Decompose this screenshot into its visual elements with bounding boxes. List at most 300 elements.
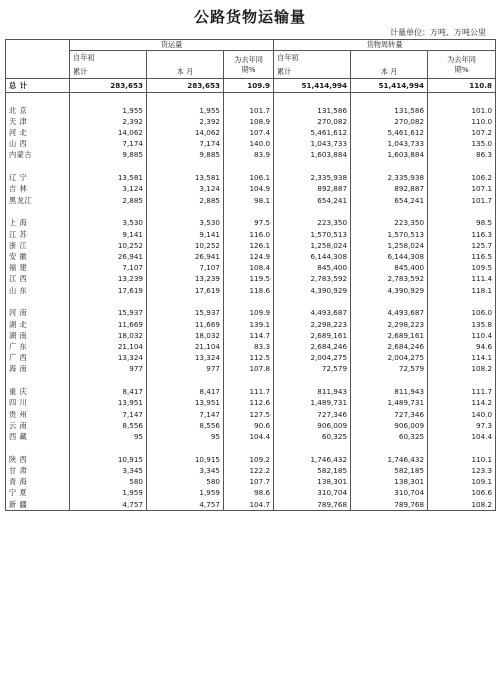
spacer-cell bbox=[224, 296, 274, 308]
turnover-cumulative-cell: 60,325 bbox=[274, 431, 351, 442]
total-volume-cumulative: 283,653 bbox=[70, 79, 147, 93]
spacer-cell bbox=[224, 93, 274, 105]
turnover-cumulative-cell: 6,144,308 bbox=[274, 251, 351, 262]
spacer-cell bbox=[147, 161, 224, 173]
turnover-yoy-cell: 107.2 bbox=[428, 127, 496, 138]
turnover-month-cell: 2,689,161 bbox=[351, 330, 428, 341]
turnover-month-cell: 582,185 bbox=[351, 465, 428, 476]
volume-month-cell: 14,062 bbox=[147, 127, 224, 138]
volume-month-cell: 3,124 bbox=[147, 183, 224, 194]
volume-cumulative-cell: 13,324 bbox=[70, 352, 147, 363]
turnover-month-cell: 4,493,687 bbox=[351, 307, 428, 318]
region-name: 甘 肃 bbox=[6, 465, 70, 476]
header-ytd-2: 自年初 bbox=[274, 51, 351, 66]
spacer-cell bbox=[147, 93, 224, 105]
unit-note: 计量单位：万吨、万吨公里 bbox=[390, 28, 486, 37]
volume-yoy-cell: 98.1 bbox=[224, 195, 274, 206]
volume-month-cell: 15,937 bbox=[147, 307, 224, 318]
group-spacer bbox=[6, 442, 496, 454]
turnover-cumulative-cell: 2,783,592 bbox=[274, 273, 351, 284]
table-row bbox=[6, 431, 496, 442]
turnover-month-cell: 270,082 bbox=[351, 116, 428, 127]
volume-yoy-cell: 124.9 bbox=[224, 251, 274, 262]
turnover-month-cell: 845,400 bbox=[351, 262, 428, 273]
turnover-cumulative-cell: 1,603,884 bbox=[274, 149, 351, 160]
spacer-cell bbox=[224, 161, 274, 173]
volume-cumulative-cell: 7,174 bbox=[70, 138, 147, 149]
turnover-yoy-cell: 97.3 bbox=[428, 420, 496, 431]
group-spacer bbox=[6, 296, 496, 308]
header-ytd-1: 自年初 bbox=[70, 51, 147, 66]
header-yoy-2 bbox=[428, 51, 496, 79]
turnover-cumulative-cell: 4,390,929 bbox=[274, 285, 351, 296]
region-name: 内蒙古 bbox=[6, 149, 70, 160]
spacer-cell bbox=[274, 375, 351, 387]
table-row bbox=[6, 341, 496, 352]
volume-cumulative-cell: 21,104 bbox=[70, 341, 147, 352]
turnover-month-cell: 72,579 bbox=[351, 363, 428, 374]
region-name: 湖 南 bbox=[6, 330, 70, 341]
volume-yoy-cell: 109.2 bbox=[224, 454, 274, 465]
total-turnover-month: 51,414,994 bbox=[351, 79, 428, 93]
region-name: 河 南 bbox=[6, 307, 70, 318]
volume-yoy-cell: 83.9 bbox=[224, 149, 274, 160]
spacer-cell bbox=[428, 161, 496, 173]
turnover-yoy-cell: 106.2 bbox=[428, 172, 496, 183]
region-name: 宁 夏 bbox=[6, 487, 70, 498]
spacer-cell bbox=[428, 442, 496, 454]
spacer-cell bbox=[70, 296, 147, 308]
volume-cumulative-cell: 9,885 bbox=[70, 149, 147, 160]
turnover-yoy-cell: 110.4 bbox=[428, 330, 496, 341]
volume-yoy-cell: 119.5 bbox=[224, 273, 274, 284]
turnover-cumulative-cell: 270,082 bbox=[274, 116, 351, 127]
turnover-yoy-cell: 123.3 bbox=[428, 465, 496, 476]
table-row bbox=[6, 262, 496, 273]
volume-month-cell: 9,885 bbox=[147, 149, 224, 160]
turnover-month-cell: 310,704 bbox=[351, 487, 428, 498]
turnover-yoy-cell: 116.3 bbox=[428, 229, 496, 240]
turnover-cumulative-cell: 2,004,275 bbox=[274, 352, 351, 363]
table-row bbox=[6, 183, 496, 194]
header-yoy-1-line2: 期% bbox=[241, 64, 256, 74]
turnover-yoy-cell: 116.5 bbox=[428, 251, 496, 262]
turnover-month-cell: 892,887 bbox=[351, 183, 428, 194]
turnover-yoy-cell: 106.0 bbox=[428, 307, 496, 318]
volume-cumulative-cell: 9,141 bbox=[70, 229, 147, 240]
turnover-cumulative-cell: 2,689,161 bbox=[274, 330, 351, 341]
header-turnover: 货物周转量 bbox=[274, 40, 496, 51]
volume-cumulative-cell: 1,959 bbox=[70, 487, 147, 498]
freight-table bbox=[5, 39, 496, 511]
region-name: 云 南 bbox=[6, 420, 70, 431]
volume-month-cell: 7,174 bbox=[147, 138, 224, 149]
group-spacer bbox=[6, 161, 496, 173]
volume-yoy-cell: 112.5 bbox=[224, 352, 274, 363]
turnover-yoy-cell: 114.2 bbox=[428, 397, 496, 408]
spacer-cell bbox=[6, 296, 70, 308]
region-name: 江 苏 bbox=[6, 229, 70, 240]
region-name: 浙 江 bbox=[6, 240, 70, 251]
turnover-yoy-cell: 125.7 bbox=[428, 240, 496, 251]
total-turnover-cumulative: 51,414,994 bbox=[274, 79, 351, 93]
volume-yoy-cell: 107.7 bbox=[224, 476, 274, 487]
turnover-cumulative-cell: 727,346 bbox=[274, 409, 351, 420]
volume-month-cell: 13,324 bbox=[147, 352, 224, 363]
table-row bbox=[6, 240, 496, 251]
region-name: 陕 西 bbox=[6, 454, 70, 465]
table-row bbox=[6, 409, 496, 420]
table-row bbox=[6, 127, 496, 138]
volume-month-cell: 3,345 bbox=[147, 465, 224, 476]
header-yoy-2-line1: 为去年同 bbox=[447, 54, 476, 64]
turnover-yoy-cell: 86.3 bbox=[428, 149, 496, 160]
turnover-cumulative-cell: 2,335,938 bbox=[274, 172, 351, 183]
spacer-cell bbox=[428, 375, 496, 387]
spacer-cell bbox=[274, 93, 351, 105]
volume-month-cell: 7,107 bbox=[147, 262, 224, 273]
table-row bbox=[6, 307, 496, 318]
region-name: 西 藏 bbox=[6, 431, 70, 442]
spacer-cell bbox=[274, 296, 351, 308]
volume-month-cell: 13,581 bbox=[147, 172, 224, 183]
region-name: 黑龙江 bbox=[6, 195, 70, 206]
turnover-cumulative-cell: 72,579 bbox=[274, 363, 351, 374]
table-row bbox=[6, 330, 496, 341]
region-name: 四 川 bbox=[6, 397, 70, 408]
volume-yoy-cell: 106.1 bbox=[224, 172, 274, 183]
spacer-cell bbox=[70, 442, 147, 454]
region-name: 天 津 bbox=[6, 116, 70, 127]
turnover-cumulative-cell: 892,887 bbox=[274, 183, 351, 194]
header-freight-volume: 货运量 bbox=[70, 40, 274, 51]
header-yoy-2-line2: 期% bbox=[454, 64, 469, 74]
volume-yoy-cell: 101.7 bbox=[224, 105, 274, 116]
spacer-cell bbox=[224, 442, 274, 454]
volume-cumulative-cell: 8,556 bbox=[70, 420, 147, 431]
region-name: 广 东 bbox=[6, 341, 70, 352]
volume-month-cell: 10,915 bbox=[147, 454, 224, 465]
region-name: 江 西 bbox=[6, 273, 70, 284]
region-name: 辽 宁 bbox=[6, 172, 70, 183]
table-row bbox=[6, 386, 496, 397]
volume-month-cell: 9,141 bbox=[147, 229, 224, 240]
turnover-yoy-cell: 101.0 bbox=[428, 105, 496, 116]
volume-yoy-cell: 107.4 bbox=[224, 127, 274, 138]
region-name: 湖 北 bbox=[6, 319, 70, 330]
table-row bbox=[6, 487, 496, 498]
region-name: 河 北 bbox=[6, 127, 70, 138]
spacer-cell bbox=[6, 442, 70, 454]
volume-yoy-cell: 98.6 bbox=[224, 487, 274, 498]
turnover-yoy-cell: 110.1 bbox=[428, 454, 496, 465]
turnover-yoy-cell: 110.0 bbox=[428, 116, 496, 127]
spacer-cell bbox=[147, 375, 224, 387]
total-turnover-yoy: 110.8 bbox=[428, 79, 496, 93]
spacer-cell bbox=[224, 206, 274, 218]
region-name: 上 海 bbox=[6, 217, 70, 228]
volume-yoy-cell: 97.5 bbox=[224, 217, 274, 228]
turnover-yoy-cell: 108.2 bbox=[428, 499, 496, 511]
header-this-month-2: 本 月 bbox=[351, 65, 428, 79]
turnover-yoy-cell: 106.6 bbox=[428, 487, 496, 498]
table-row bbox=[6, 352, 496, 363]
volume-yoy-cell: 114.7 bbox=[224, 330, 274, 341]
volume-cumulative-cell: 10,915 bbox=[70, 454, 147, 465]
volume-month-cell: 95 bbox=[147, 431, 224, 442]
turnover-month-cell: 1,043,733 bbox=[351, 138, 428, 149]
turnover-yoy-cell: 109.5 bbox=[428, 262, 496, 273]
turnover-cumulative-cell: 789,768 bbox=[274, 499, 351, 511]
volume-yoy-cell: 118.6 bbox=[224, 285, 274, 296]
volume-month-cell: 1,955 bbox=[147, 105, 224, 116]
volume-month-cell: 2,392 bbox=[147, 116, 224, 127]
volume-month-cell: 13,951 bbox=[147, 397, 224, 408]
volume-month-cell: 13,239 bbox=[147, 273, 224, 284]
turnover-yoy-cell: 135.0 bbox=[428, 138, 496, 149]
volume-yoy-cell: 139.1 bbox=[224, 319, 274, 330]
volume-cumulative-cell: 13,239 bbox=[70, 273, 147, 284]
region-name: 福 建 bbox=[6, 262, 70, 273]
volume-cumulative-cell: 1,955 bbox=[70, 105, 147, 116]
volume-cumulative-cell: 8,417 bbox=[70, 386, 147, 397]
table-row bbox=[6, 420, 496, 431]
turnover-yoy-cell: 114.1 bbox=[428, 352, 496, 363]
table-row bbox=[6, 217, 496, 228]
page-title: 公路货物运输量 bbox=[193, 8, 306, 26]
volume-cumulative-cell: 15,937 bbox=[70, 307, 147, 318]
turnover-cumulative-cell: 310,704 bbox=[274, 487, 351, 498]
volume-month-cell: 10,252 bbox=[147, 240, 224, 251]
turnover-month-cell: 789,768 bbox=[351, 499, 428, 511]
volume-yoy-cell: 126.1 bbox=[224, 240, 274, 251]
header-region-cell bbox=[6, 40, 70, 79]
volume-cumulative-cell: 3,124 bbox=[70, 183, 147, 194]
turnover-cumulative-cell: 138,301 bbox=[274, 476, 351, 487]
turnover-month-cell: 4,390,929 bbox=[351, 285, 428, 296]
spacer-cell bbox=[428, 296, 496, 308]
volume-month-cell: 4,757 bbox=[147, 499, 224, 511]
volume-yoy-cell: 107.8 bbox=[224, 363, 274, 374]
spacer-cell bbox=[274, 442, 351, 454]
turnover-yoy-cell: 101.7 bbox=[428, 195, 496, 206]
spacer-cell bbox=[70, 206, 147, 218]
turnover-month-cell: 138,301 bbox=[351, 476, 428, 487]
table-row bbox=[6, 229, 496, 240]
volume-yoy-cell: 104.7 bbox=[224, 499, 274, 511]
volume-yoy-cell: 90.6 bbox=[224, 420, 274, 431]
region-name: 青 海 bbox=[6, 476, 70, 487]
turnover-cumulative-cell: 1,570,513 bbox=[274, 229, 351, 240]
table-row bbox=[6, 465, 496, 476]
turnover-month-cell: 2,004,275 bbox=[351, 352, 428, 363]
volume-yoy-cell: 127.5 bbox=[224, 409, 274, 420]
turnover-yoy-cell: 111.7 bbox=[428, 386, 496, 397]
turnover-month-cell: 1,489,731 bbox=[351, 397, 428, 408]
region-name: 安 徽 bbox=[6, 251, 70, 262]
region-name: 广 西 bbox=[6, 352, 70, 363]
turnover-yoy-cell: 140.0 bbox=[428, 409, 496, 420]
table-row bbox=[6, 172, 496, 183]
volume-yoy-cell: 104.4 bbox=[224, 431, 274, 442]
header-blank-1 bbox=[147, 51, 224, 66]
volume-yoy-cell: 108.4 bbox=[224, 262, 274, 273]
volume-cumulative-cell: 26,941 bbox=[70, 251, 147, 262]
spacer-cell bbox=[351, 296, 428, 308]
turnover-month-cell: 2,783,592 bbox=[351, 273, 428, 284]
volume-cumulative-cell: 7,107 bbox=[70, 262, 147, 273]
group-spacer bbox=[6, 375, 496, 387]
turnover-cumulative-cell: 811,943 bbox=[274, 386, 351, 397]
header-yoy-1-line1: 为去年同 bbox=[234, 54, 263, 64]
table-row bbox=[6, 397, 496, 408]
volume-cumulative-cell: 14,062 bbox=[70, 127, 147, 138]
turnover-month-cell: 223,350 bbox=[351, 217, 428, 228]
volume-yoy-cell: 116.0 bbox=[224, 229, 274, 240]
volume-cumulative-cell: 4,757 bbox=[70, 499, 147, 511]
turnover-cumulative-cell: 906,009 bbox=[274, 420, 351, 431]
group-spacer bbox=[6, 206, 496, 218]
spacer-cell bbox=[147, 296, 224, 308]
header-cumulative-1: 累计 bbox=[70, 65, 147, 79]
turnover-month-cell: 1,603,884 bbox=[351, 149, 428, 160]
table-row bbox=[6, 363, 496, 374]
table-row bbox=[6, 476, 496, 487]
header-yoy-1 bbox=[224, 51, 274, 79]
turnover-month-cell: 906,009 bbox=[351, 420, 428, 431]
volume-yoy-cell: 111.7 bbox=[224, 386, 274, 397]
spacer-cell bbox=[351, 442, 428, 454]
turnover-cumulative-cell: 131,586 bbox=[274, 105, 351, 116]
spacer-cell bbox=[351, 93, 428, 105]
turnover-cumulative-cell: 223,350 bbox=[274, 217, 351, 228]
region-name: 北 京 bbox=[6, 105, 70, 116]
turnover-month-cell: 811,943 bbox=[351, 386, 428, 397]
turnover-cumulative-cell: 1,746,432 bbox=[274, 454, 351, 465]
volume-cumulative-cell: 580 bbox=[70, 476, 147, 487]
turnover-month-cell: 2,335,938 bbox=[351, 172, 428, 183]
table-row bbox=[6, 273, 496, 284]
spacer-cell bbox=[351, 161, 428, 173]
table-row bbox=[6, 149, 496, 160]
volume-month-cell: 2,885 bbox=[147, 195, 224, 206]
header-this-month-1: 本 月 bbox=[147, 65, 224, 79]
turnover-month-cell: 5,461,612 bbox=[351, 127, 428, 138]
turnover-yoy-cell: 118.1 bbox=[428, 285, 496, 296]
volume-cumulative-cell: 18,032 bbox=[70, 330, 147, 341]
volume-cumulative-cell: 13,951 bbox=[70, 397, 147, 408]
turnover-cumulative-cell: 845,400 bbox=[274, 262, 351, 273]
turnover-yoy-cell: 111.4 bbox=[428, 273, 496, 284]
table-row bbox=[6, 454, 496, 465]
turnover-cumulative-cell: 582,185 bbox=[274, 465, 351, 476]
turnover-yoy-cell: 94.6 bbox=[428, 341, 496, 352]
volume-cumulative-cell: 11,669 bbox=[70, 319, 147, 330]
turnover-yoy-cell: 104.4 bbox=[428, 431, 496, 442]
turnover-cumulative-cell: 654,241 bbox=[274, 195, 351, 206]
volume-yoy-cell: 83.3 bbox=[224, 341, 274, 352]
volume-month-cell: 17,619 bbox=[147, 285, 224, 296]
table-header bbox=[6, 40, 496, 79]
region-name: 新 疆 bbox=[6, 499, 70, 511]
spacer-cell bbox=[147, 206, 224, 218]
turnover-month-cell: 1,746,432 bbox=[351, 454, 428, 465]
volume-yoy-cell: 104.9 bbox=[224, 183, 274, 194]
volume-yoy-cell: 122.2 bbox=[224, 465, 274, 476]
volume-month-cell: 8,417 bbox=[147, 386, 224, 397]
region-name: 山 西 bbox=[6, 138, 70, 149]
turnover-yoy-cell: 135.8 bbox=[428, 319, 496, 330]
volume-cumulative-cell: 10,252 bbox=[70, 240, 147, 251]
volume-month-cell: 977 bbox=[147, 363, 224, 374]
turnover-cumulative-cell: 5,461,612 bbox=[274, 127, 351, 138]
volume-month-cell: 580 bbox=[147, 476, 224, 487]
table-row bbox=[6, 499, 496, 511]
region-name: 贵 州 bbox=[6, 409, 70, 420]
volume-yoy-cell: 109.9 bbox=[224, 307, 274, 318]
total-row bbox=[6, 79, 496, 93]
spacer-cell bbox=[351, 206, 428, 218]
table-row bbox=[6, 138, 496, 149]
region-name: 吉 林 bbox=[6, 183, 70, 194]
volume-cumulative-cell: 977 bbox=[70, 363, 147, 374]
group-spacer bbox=[6, 93, 496, 105]
table-body bbox=[6, 79, 496, 511]
volume-month-cell: 21,104 bbox=[147, 341, 224, 352]
volume-cumulative-cell: 95 bbox=[70, 431, 147, 442]
volume-month-cell: 18,032 bbox=[147, 330, 224, 341]
header-cumulative-2: 累计 bbox=[274, 65, 351, 79]
spacer-cell bbox=[428, 93, 496, 105]
spacer-cell bbox=[274, 206, 351, 218]
volume-cumulative-cell: 3,345 bbox=[70, 465, 147, 476]
volume-cumulative-cell: 17,619 bbox=[70, 285, 147, 296]
volume-yoy-cell: 108.9 bbox=[224, 116, 274, 127]
spacer-cell bbox=[6, 206, 70, 218]
turnover-yoy-cell: 108.2 bbox=[428, 363, 496, 374]
table-row bbox=[6, 285, 496, 296]
turnover-month-cell: 1,570,513 bbox=[351, 229, 428, 240]
turnover-cumulative-cell: 1,489,731 bbox=[274, 397, 351, 408]
volume-cumulative-cell: 7,147 bbox=[70, 409, 147, 420]
total-volume-month: 283,653 bbox=[147, 79, 224, 93]
volume-month-cell: 3,530 bbox=[147, 217, 224, 228]
volume-month-cell: 7,147 bbox=[147, 409, 224, 420]
table-row bbox=[6, 319, 496, 330]
turnover-month-cell: 6,144,308 bbox=[351, 251, 428, 262]
spacer-cell bbox=[6, 375, 70, 387]
header-blank-2 bbox=[351, 51, 428, 66]
volume-month-cell: 8,556 bbox=[147, 420, 224, 431]
spacer-cell bbox=[428, 206, 496, 218]
spacer-cell bbox=[70, 93, 147, 105]
turnover-yoy-cell: 98.5 bbox=[428, 217, 496, 228]
table-row bbox=[6, 105, 496, 116]
turnover-month-cell: 131,586 bbox=[351, 105, 428, 116]
turnover-cumulative-cell: 4,493,687 bbox=[274, 307, 351, 318]
total-volume-yoy: 109.9 bbox=[224, 79, 274, 93]
volume-yoy-cell: 112.6 bbox=[224, 397, 274, 408]
turnover-month-cell: 654,241 bbox=[351, 195, 428, 206]
turnover-cumulative-cell: 2,298,223 bbox=[274, 319, 351, 330]
turnover-cumulative-cell: 1,043,733 bbox=[274, 138, 351, 149]
volume-cumulative-cell: 3,530 bbox=[70, 217, 147, 228]
volume-month-cell: 1,959 bbox=[147, 487, 224, 498]
table-row bbox=[6, 116, 496, 127]
turnover-month-cell: 60,325 bbox=[351, 431, 428, 442]
table-row bbox=[6, 195, 496, 206]
table-row bbox=[6, 251, 496, 262]
